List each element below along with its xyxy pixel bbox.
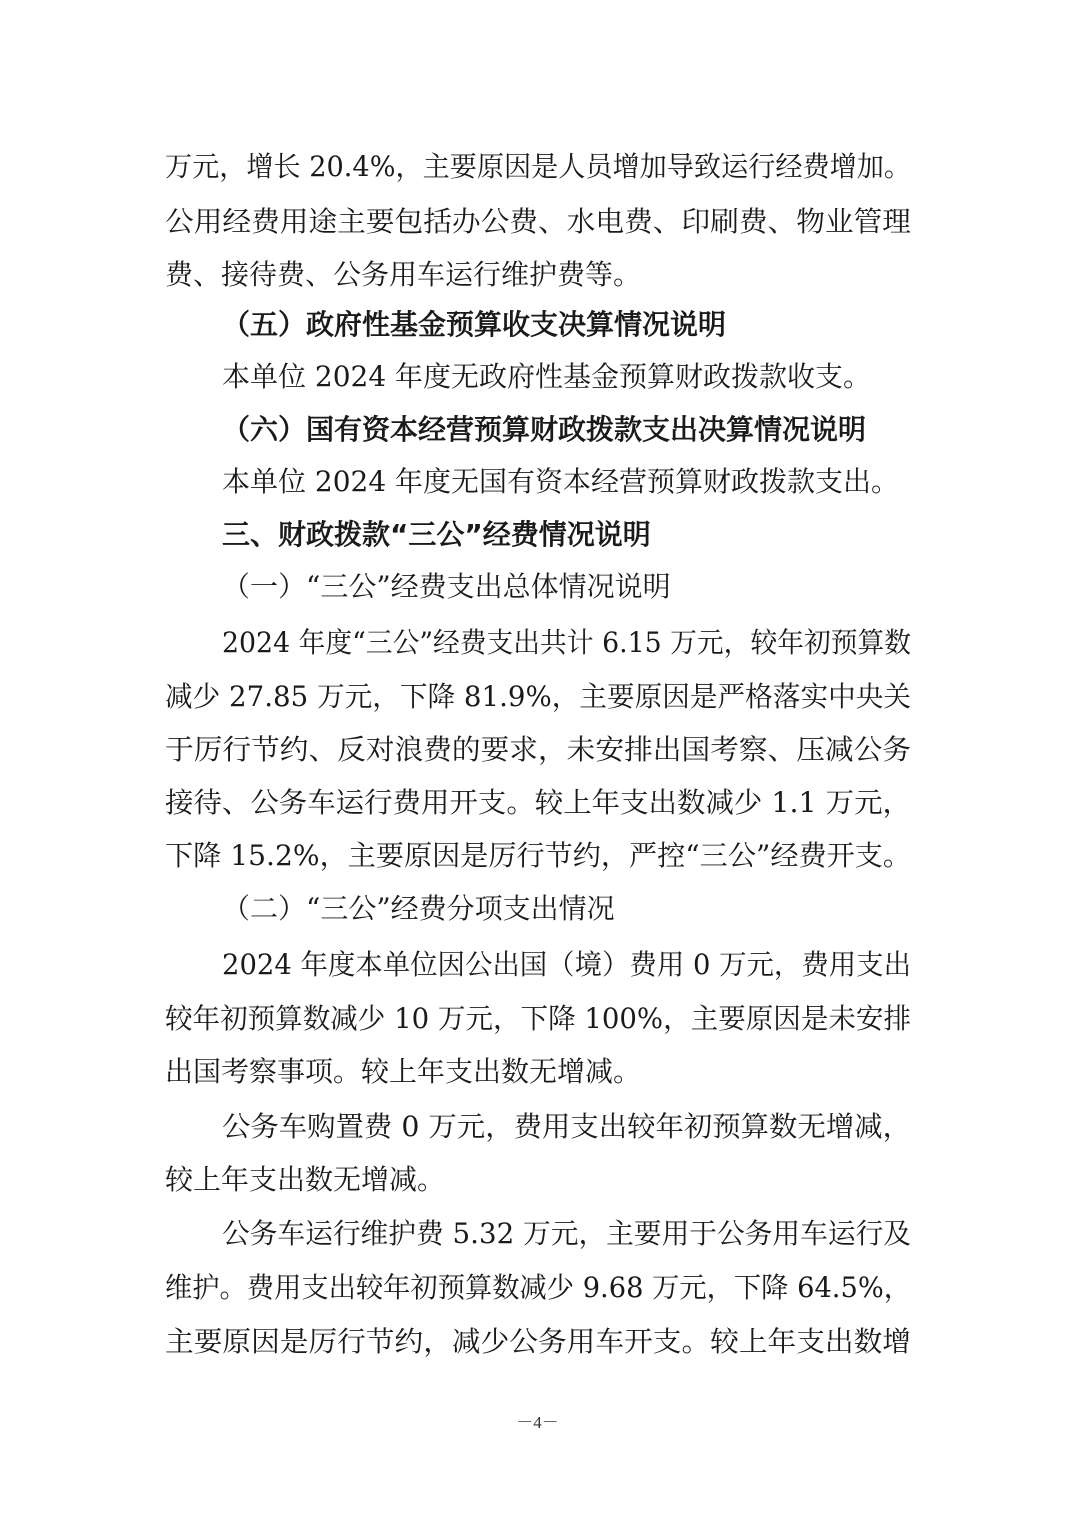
body-text-line: 出国考察事项。较上年支出数无增减。 — [165, 1055, 642, 1088]
body-text-line: 2024 年度“三公”经费支出共计 6.15 万元，较年初预算数 — [222, 626, 911, 659]
body-text-line: 较年初预算数减少 10 万元，下降 100%，主要原因是未安排 — [165, 1002, 911, 1035]
section-heading: 三、财政拨款“三公”经费情况说明 — [222, 518, 651, 551]
body-text-line: 公用经费用途主要包括办公费、水电费、印刷费、物业管理 — [165, 205, 911, 238]
body-text-line: 于厉行节约、反对浪费的要求，未安排出国考察、压减公务 — [165, 733, 911, 766]
body-text-line: 较上年支出数无增减。 — [165, 1163, 446, 1196]
body-text-line: 2024 年度本单位因公出国（境）费用 0 万元，费用支出 — [222, 948, 911, 981]
body-text-line: 主要原因是厉行节约，减少公务用车开支。较上年支出数增 — [165, 1325, 911, 1358]
body-text-line: 费、接待费、公务用车运行维护费等。 — [165, 258, 642, 291]
page-number: －4－ — [516, 1413, 559, 1432]
body-text-line: 公务车购置费 0 万元，费用支出较年初预算数无增减， — [222, 1110, 912, 1143]
subsection-heading: （二）“三公”经费分项支出情况 — [222, 892, 615, 925]
section-heading: （六）国有资本经营预算财政拨款支出决算情况说明 — [222, 413, 867, 446]
body-text-line: 接待、公务车运行费用开支。较上年支出数减少 1.1 万元， — [165, 786, 912, 819]
body-text-line: 公务车运行维护费 5.32 万元，主要用于公务用车运行及 — [222, 1217, 911, 1250]
body-text-line: 减少 27.85 万元，下降 81.9%，主要原因是严格落实中央关 — [165, 680, 911, 713]
body-text-line: 维护。费用支出较年初预算数减少 9.68 万元，下降 64.5%， — [165, 1271, 911, 1304]
body-text-line: 本单位 2024 年度无政府性基金预算财政拨款收支。 — [222, 360, 872, 393]
section-heading: （五）政府性基金预算收支决算情况说明 — [222, 308, 727, 341]
body-text-line: 万元，增长 20.4%，主要原因是人员增加导致运行经费增加。 — [165, 150, 911, 183]
body-text-line: 下降 15.2%，主要原因是厉行节约，严控“三公”经费开支。 — [165, 839, 912, 872]
body-text-line: 本单位 2024 年度无国有资本经营预算财政拨款支出。 — [222, 465, 900, 498]
subsection-heading: （一）“三公”经费支出总体情况说明 — [222, 570, 671, 603]
